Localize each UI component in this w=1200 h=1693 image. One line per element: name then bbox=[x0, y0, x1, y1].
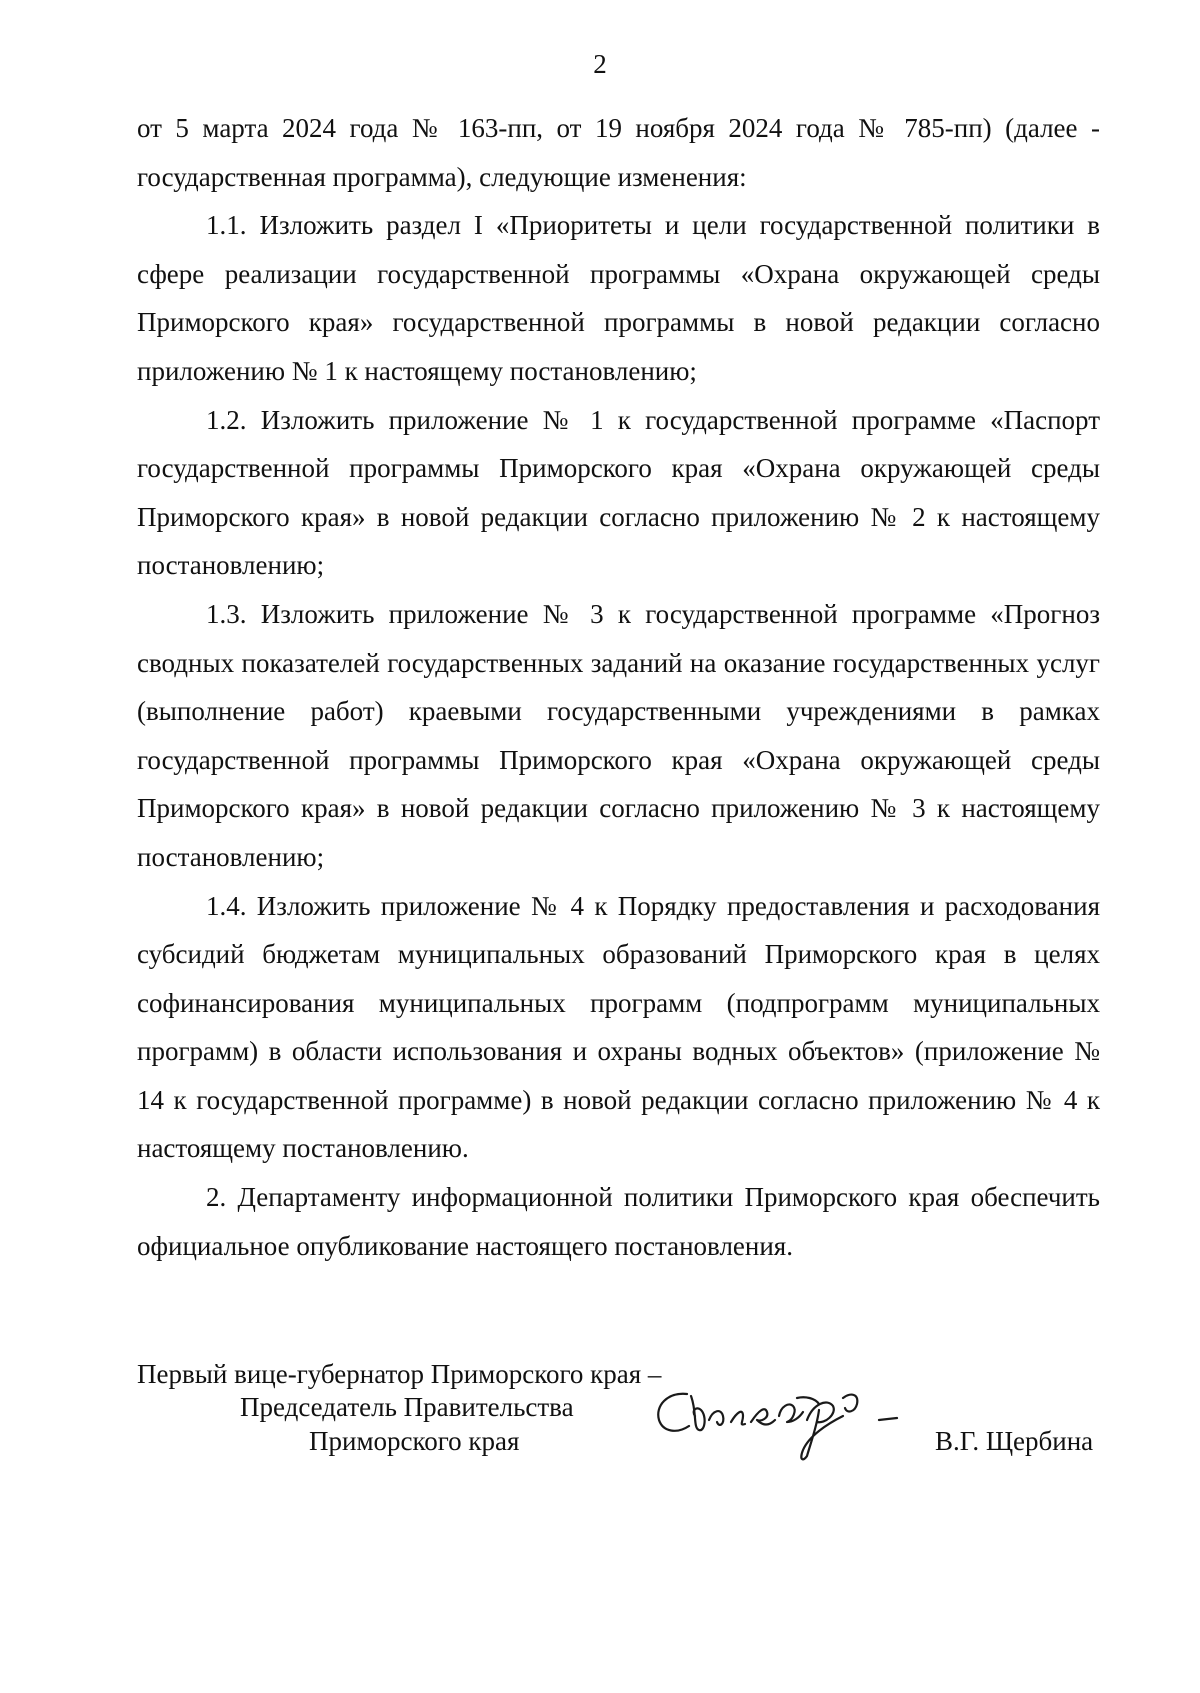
signatory-name: В.Г. Щербина bbox=[935, 1426, 1094, 1456]
paragraph-intro-continuation: от 5 марта 2024 года № 163-пп, от 19 ноября 2024 года № 785-пп) (далее - государственная программа), следующие изменения: bbox=[137, 113, 1100, 192]
signature-block bbox=[137, 1358, 1100, 1478]
paragraph-item-1-4: 1.4. Изложить приложение № 4 к Порядку предоставления и расходования субсидий бюджетам муниципальных образований Приморского края в целях софинансирования муниципальных программ (подпрограмм муниципальных программ) в области использования и охраны водных объектов» (приложение № 14 к государственной программе) в новой редакции согласно приложению № 4 к настоящему постановлению. bbox=[137, 890, 1100, 1164]
signatory-title-line-2: Председатель Правительства bbox=[240, 1392, 574, 1422]
document-body bbox=[137, 104, 1100, 1270]
signatory-title-line-1: Первый вице-губернатор Приморского края – bbox=[137, 1359, 662, 1389]
paragraph-item-1-3: 1.3. Изложить приложение № 3 к государственной программе «Прогноз сводных показателей государственных заданий на оказание государственных услуг (выполнение работ) краевыми государственными учреждениями в рамках государственной программы Приморского края «Охрана окружающей среды Приморского края» в новой редакции согласно приложению № 3 к настоящему постановлению; bbox=[137, 598, 1100, 872]
signatory-title-line-3: Приморского края bbox=[309, 1426, 520, 1456]
paragraph-item-1-2: 1.2. Изложить приложение № 1 к государственной программе «Паспорт государственной программы Приморского края «Охрана окружающей среды Приморского края» в новой редакции согласно приложению № 2 к настоящему постановлению; bbox=[137, 404, 1100, 581]
paragraph-item-2: 2. Департаменту информационной политики Приморского края обеспечить официальное опубликование настоящего постановления. bbox=[137, 1182, 1100, 1261]
handwritten-signature bbox=[647, 1376, 937, 1466]
paragraph-item-1-1: 1.1. Изложить раздел I «Приоритеты и цели государственной политики в сфере реализации государственной программы «Охрана окружающей среды Приморского края» государственной программы в новой редакции согласно приложению № 1 к настоящему постановлению; bbox=[137, 210, 1100, 386]
page-number: 2 bbox=[593, 49, 607, 79]
